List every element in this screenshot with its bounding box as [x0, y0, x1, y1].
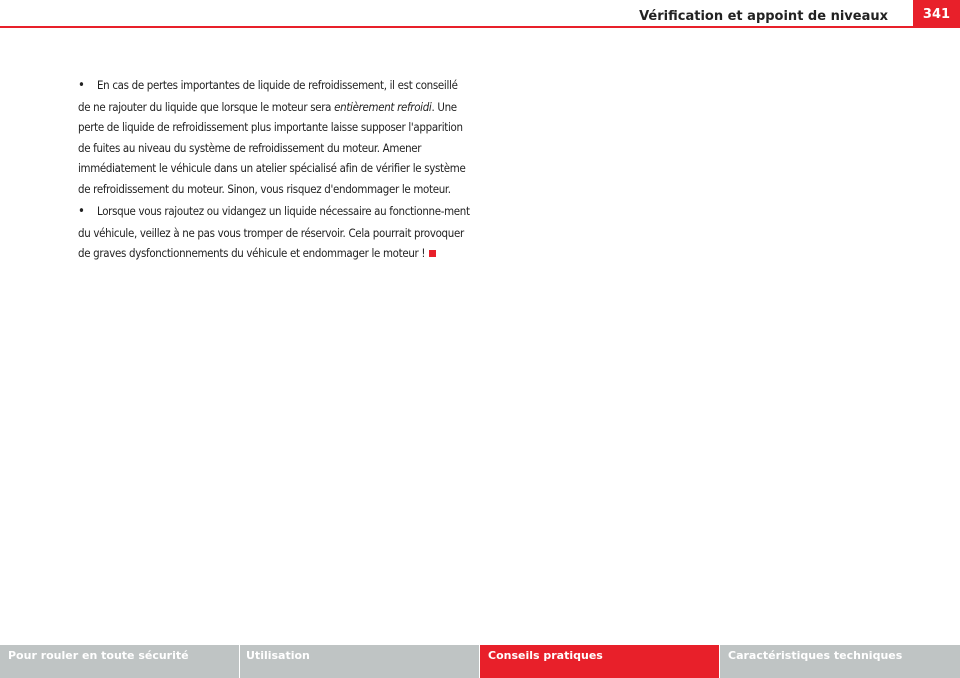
bullet-icon: •: [78, 78, 85, 93]
tab-pour-rouler[interactable]: Pour rouler en toute sécurité: [0, 645, 240, 678]
end-of-section-icon: [429, 250, 436, 257]
paragraph-text: En cas de pertes importantes de liquide de refroidissement, il est conseillé de ne rajouter du liquide que lorsque le moteur sera: [78, 78, 458, 114]
paragraph-text: . Une perte de liquide de refroidissement plus importante laisse supposer l'apparition de fuites au niveau du système de refroidissement du moteur. Amener immédiatement le véhicule dans un atelier spécialisé afin de vérifier le système de refroidissement du moteur. Sinon, vous risquez d'endommager le moteur.: [78, 99, 466, 196]
paragraph-coolant-loss: [78, 75, 470, 199]
footer-nav: [0, 645, 960, 678]
paragraph-reservoir-warning: [78, 201, 470, 264]
emphasis-text: entièrement refroidi: [334, 99, 432, 114]
section-title: Vérification et appoint de niveaux: [639, 9, 888, 24]
tab-conseils-pratiques[interactable]: Conseils pratiques: [480, 645, 720, 678]
page-number: 341: [913, 0, 960, 28]
bullet-icon: •: [78, 204, 85, 219]
tab-utilisation[interactable]: Utilisation: [240, 645, 480, 678]
paragraph-text: Lorsque vous rajoutez ou vidangez un liquide nécessaire au fonctionne-ment du véhicule, veillez à ne pas vous tromper de réservoir. Cela pourrait provoquer de graves dysfonctionnements du véhicule et endommager le moteur !: [78, 204, 470, 260]
tab-caracteristiques[interactable]: Caractéristiques techniques: [720, 645, 960, 678]
body-text: [78, 75, 470, 266]
header-rule: [0, 26, 913, 28]
